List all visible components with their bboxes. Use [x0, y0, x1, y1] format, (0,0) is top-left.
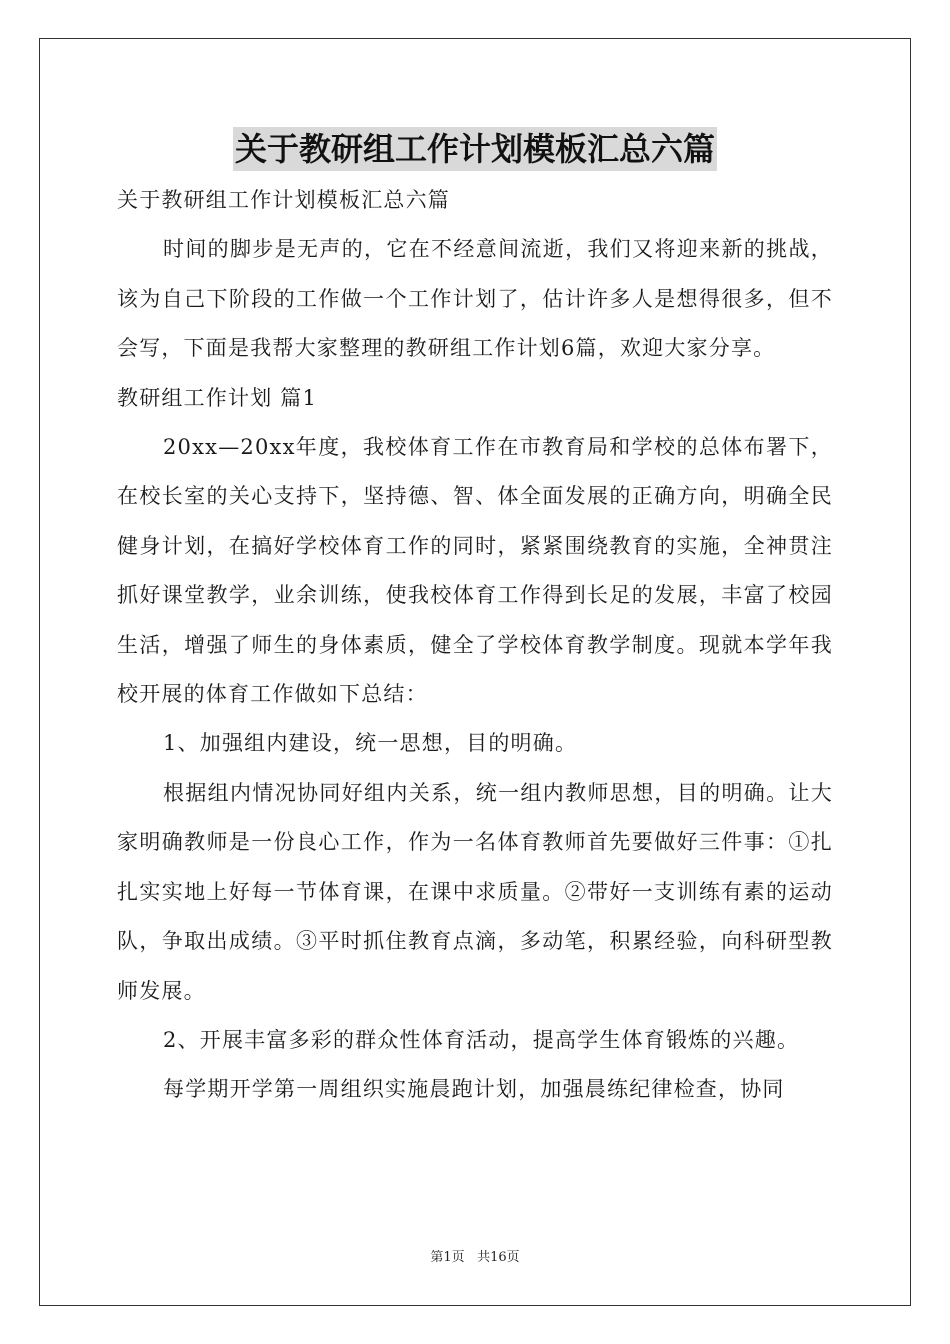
page-number-total: 共16页: [477, 1250, 520, 1265]
paragraph: 关于教研组工作计划模板汇总六篇: [117, 188, 450, 212]
paragraph: 20xx—20xx年度，我校体育工作在市教育局和学校的总体布署下，在校长室的关心支持下，坚持德、智、体全面发展的正确方向，明确全民健身计划，在搞好学校体育工作的同时，紧紧围绕教育的实施，全神贯注抓好课堂教学，业余训练，使我校体育工作得到长足的发展，丰富了校园生活，增强了师生的身体素质，健全了学校体育教学制度。现就本学年我校开展的体育工作做如下总结：: [117, 435, 833, 707]
document-title: 关于教研组工作计划模板汇总六篇: [233, 127, 717, 171]
paragraph: 时间的脚步是无声的，它在不经意间流逝，我们又将迎来新的挑战，该为自己下阶段的工作做一个工作计划了，估计许多人是想得很多，但不会写，下面是我帮大家整理的教研组工作计划6篇，欢迎大家分享。: [117, 237, 833, 361]
paragraph: 2、开展丰富多彩的群众性体育活动，提高学生体育锻炼的兴趣。: [163, 1027, 800, 1052]
page-footer: [0, 1250, 950, 1266]
title-container: [0, 127, 950, 171]
paragraph: 每学期开学第一周组织实施晨跑计划，加强晨练纪律检查，协同: [163, 1077, 785, 1102]
page-number-current: 第1页: [430, 1250, 465, 1265]
paragraph: 根据组内情况协同好组内关系，统一组内教师思想，目的明确。让大家明确教师是一份良心工作，作为一名体育教师首先要做好三件事：①扎扎实实地上好每一节体育课，在课中求质量。②带好一支训练有素的运动队，争取出成绩。③平时抓住教育点滴，多动笔，积累经验，向科研型教师发展。: [117, 780, 833, 1003]
document-body: [117, 176, 833, 1115]
paragraph: 教研组工作计划 篇1: [117, 385, 318, 410]
paragraph: 1、加强组内建设，统一思想，目的明确。: [163, 731, 578, 756]
